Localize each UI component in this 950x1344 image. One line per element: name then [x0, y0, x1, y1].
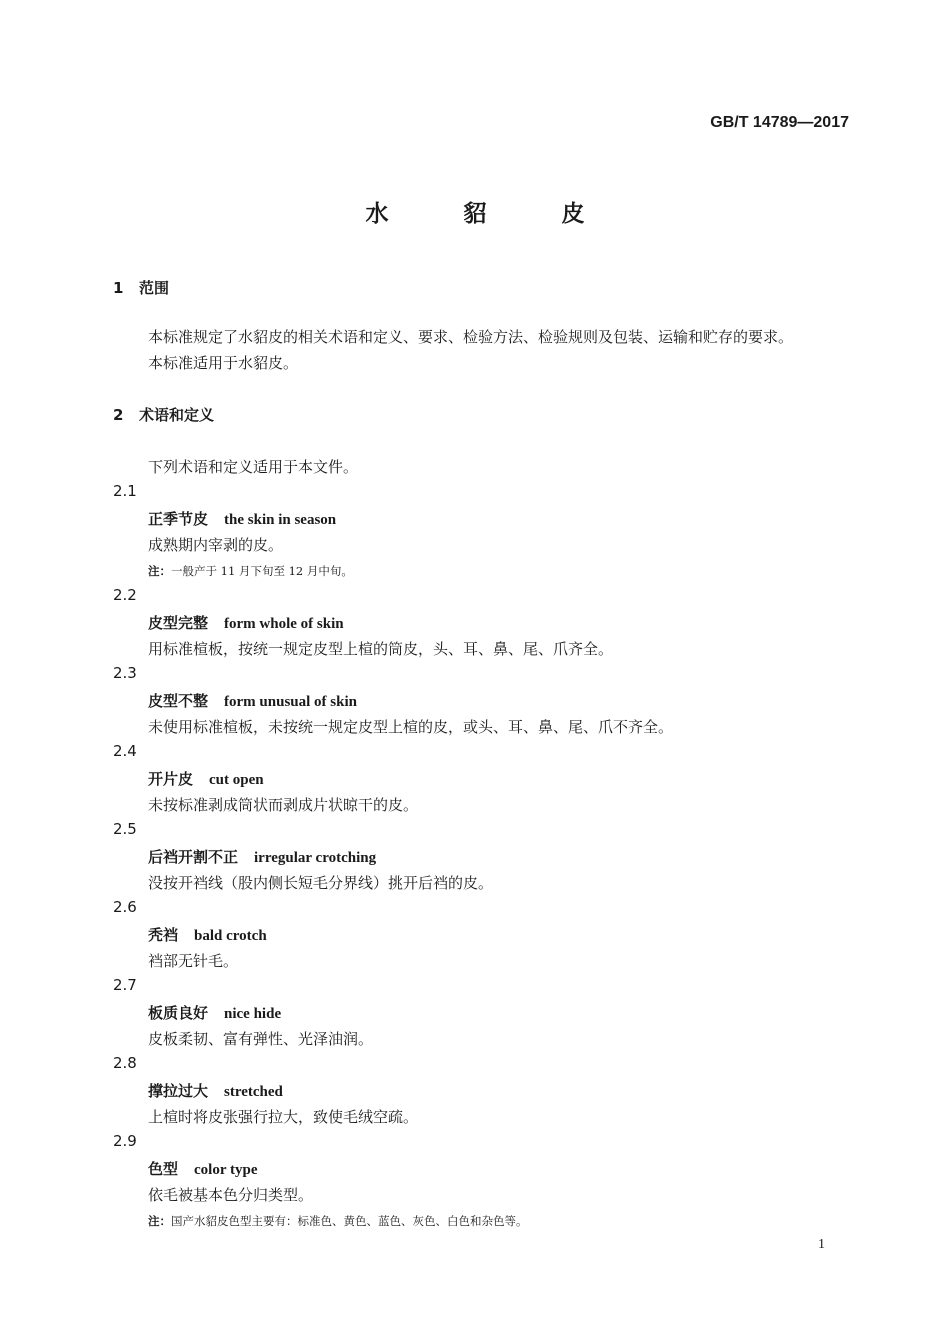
document-title: 水 貂 皮 — [365, 201, 611, 227]
page-number: 1 — [818, 1237, 825, 1252]
note-label: 注： — [148, 1214, 171, 1228]
section-number: 2 — [113, 406, 124, 424]
term-zh: 撑拉过大 — [148, 1082, 209, 1100]
term-number: 2.6 — [113, 898, 137, 916]
term-definition: 皮板柔韧、富有弹性、光泽油润。 — [148, 1030, 374, 1048]
term-entry — [148, 690, 357, 711]
term-note — [148, 1213, 528, 1229]
term-en: nice hide — [224, 1006, 282, 1022]
term-definition: 裆部无针毛。 — [148, 952, 239, 970]
term-number: 2.2 — [113, 586, 137, 604]
term-en: bald crotch — [194, 928, 267, 944]
term-number: 2.5 — [113, 820, 137, 838]
note-text: 国产水貂皮色型主要有：标准色、黄色、蓝色、灰色、白色和杂色等。 — [171, 1214, 528, 1228]
term-en: the skin in season — [224, 512, 337, 528]
section-title: 术语和定义 — [139, 406, 215, 424]
term-entry — [148, 924, 267, 945]
term-number: 2.8 — [113, 1054, 137, 1072]
note-text: 一般产于 11 月下旬至 12 月中旬。 — [171, 564, 353, 578]
term-zh: 色型 — [148, 1160, 179, 1178]
term-en: irregular crotching — [254, 850, 377, 866]
term-zh: 开片皮 — [148, 770, 194, 788]
term-entry — [148, 1158, 257, 1179]
section-intro: 下列术语和定义适用于本文件。 — [148, 458, 359, 476]
note-label: 注： — [148, 564, 171, 578]
term-definition: 用标准楦板，按统一规定皮型上楦的筒皮，头、耳、鼻、尾、爪齐全。 — [148, 640, 614, 658]
term-en: form unusual of skin — [224, 694, 357, 710]
term-definition: 未使用标准楦板，未按统一规定皮型上楦的皮，或头、耳、鼻、尾、爪不齐全。 — [148, 718, 674, 736]
term-number: 2.4 — [113, 742, 137, 760]
term-en: cut open — [209, 772, 264, 788]
term-definition: 上楦时将皮张强行拉大，致使毛绒空疏。 — [148, 1108, 419, 1126]
term-en: color type — [194, 1162, 258, 1178]
term-number: 2.9 — [113, 1132, 137, 1150]
term-entry — [148, 846, 376, 867]
term-number: 2.3 — [113, 664, 137, 682]
paragraph: 本标准规定了水貂皮的相关术语和定义、要求、检验方法、检验规则及包装、运输和贮存的要求。 — [148, 328, 794, 346]
term-number: 2.1 — [113, 482, 137, 500]
term-entry — [148, 508, 336, 529]
term-zh: 后裆开割不正 — [148, 848, 239, 866]
section-heading-terms — [113, 404, 214, 425]
section-heading-scope — [113, 277, 169, 298]
term-definition: 依毛被基本色分归类型。 — [148, 1186, 314, 1204]
term-zh: 皮型完整 — [148, 614, 209, 632]
standard-code: GB/T 14789—2017 — [710, 114, 849, 131]
term-en: stretched — [224, 1084, 283, 1100]
section-title: 范围 — [139, 279, 170, 297]
term-entry — [148, 768, 264, 789]
section-number: 1 — [113, 279, 124, 297]
term-entry — [148, 1080, 283, 1101]
term-en: form whole of skin — [224, 616, 344, 632]
term-definition: 未按标准剥成筒状而剥成片状晾干的皮。 — [148, 796, 419, 814]
term-zh: 秃裆 — [148, 926, 179, 944]
paragraph: 本标准适用于水貂皮。 — [148, 354, 299, 372]
term-zh: 正季节皮 — [148, 510, 209, 528]
term-entry — [148, 612, 344, 633]
term-zh: 板质良好 — [148, 1004, 209, 1022]
term-definition: 没按开裆线（股内侧长短毛分界线）挑开后裆的皮。 — [148, 874, 494, 892]
term-zh: 皮型不整 — [148, 692, 209, 710]
term-entry — [148, 1002, 281, 1023]
term-definition: 成熟期内宰剥的皮。 — [148, 536, 284, 554]
term-note — [148, 563, 353, 579]
term-number: 2.7 — [113, 976, 137, 994]
